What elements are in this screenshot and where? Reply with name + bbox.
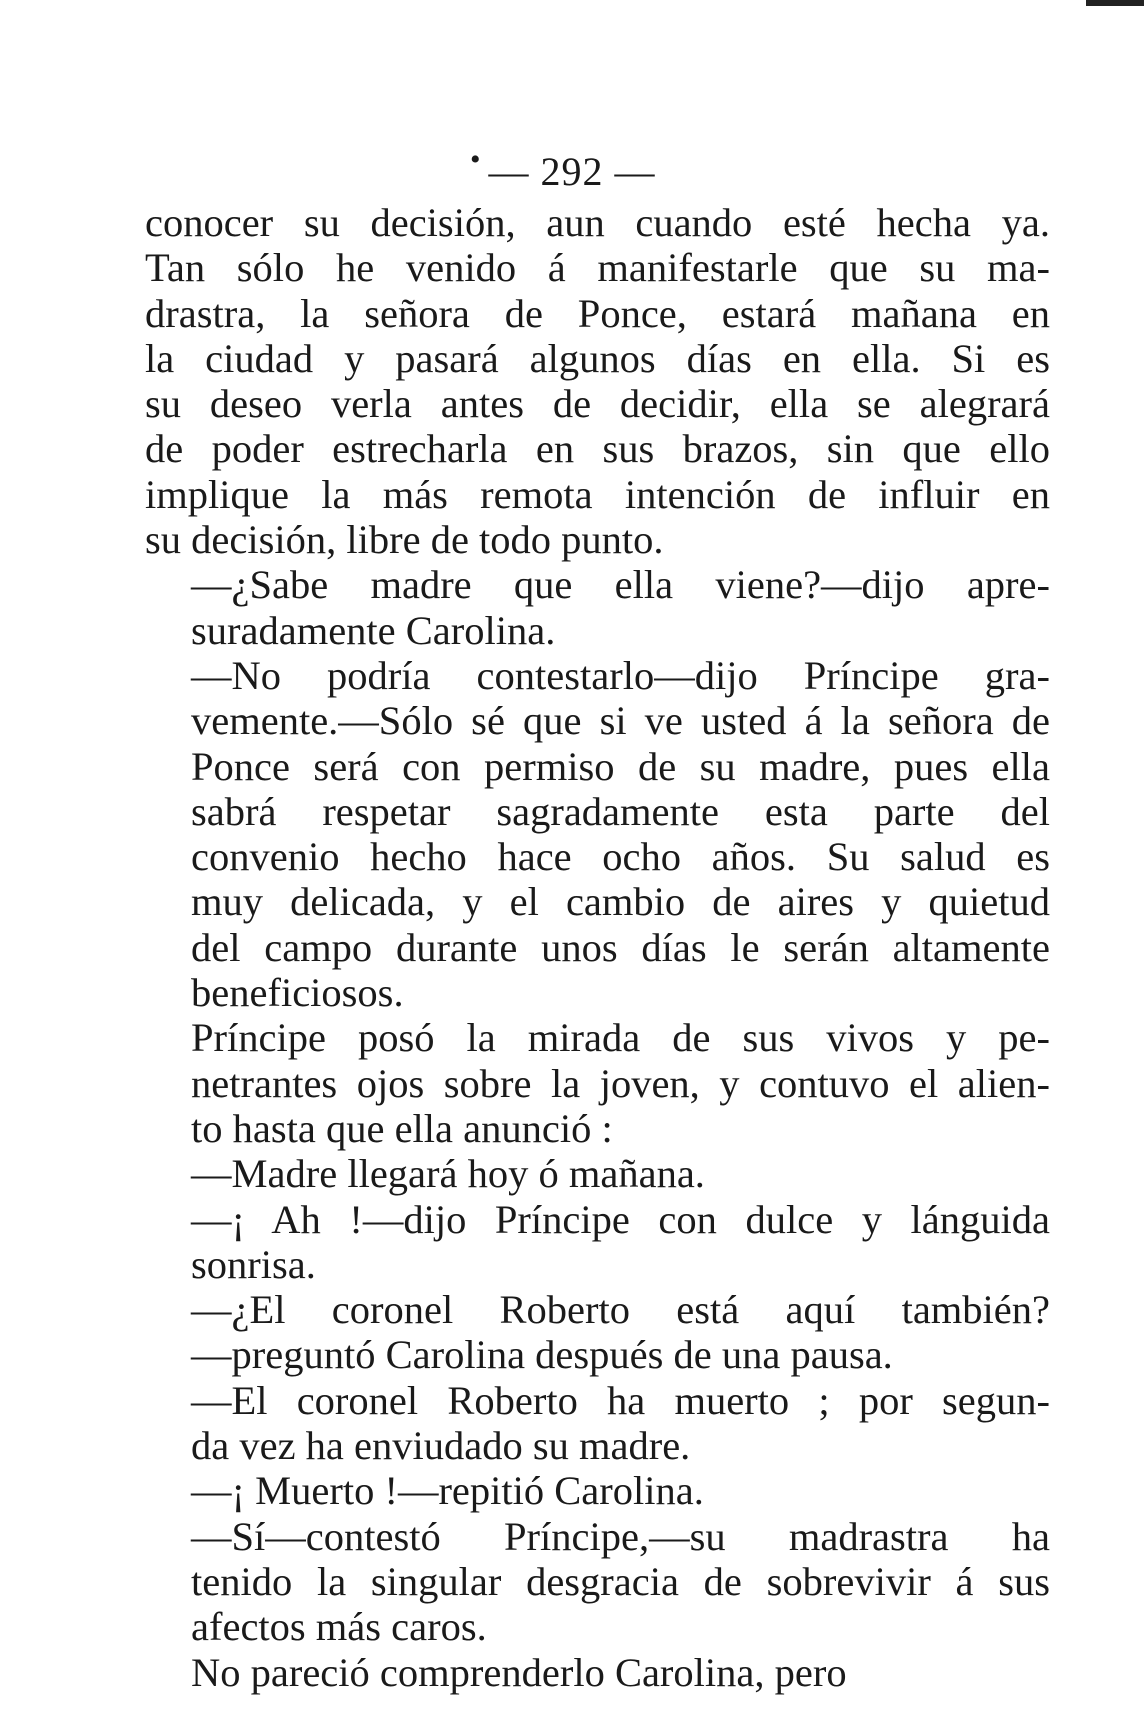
text-line: —Madre llegará hoy ó mañana. [191,1151,705,1197]
text-line: Ponce será con permiso de su madre, pues ella [191,743,1050,789]
text-line: suradamente Carolina. [191,607,556,653]
text-line: la ciudad y pasará algunos días en ella. Si es [145,335,1050,381]
printer-mark: • [470,143,482,176]
page-edge-mark [1086,0,1144,6]
text-line: su deseo verla antes de decidir, ella se alegrará [145,381,1050,427]
paragraph [145,1514,1050,1650]
text-line: conocer su decisión, aun cuando esté hecha ya. [145,200,1050,245]
page-number [0,143,1144,194]
text-line: tenido la singular desgracia de sobrevivir á sus [191,1558,1050,1604]
text-line: Príncipe posó la mirada de sus vivos y pe- [191,1015,1050,1061]
paragraph [145,1015,1050,1151]
text-line: convenio hecho hace ocho años. Su salud es [191,834,1050,880]
text-line: —preguntó Carolina después de una pausa. [191,1332,893,1378]
text-line: —Sí—contestó Príncipe,—su madrastra ha [191,1513,1050,1559]
text-line: —¿El coronel Roberto está aquí también? [191,1287,1050,1333]
paragraph [145,653,1050,1015]
text-line: to hasta que ella anunció : [191,1105,613,1151]
paragraph [145,562,1050,653]
text-line: —¡ Ah !—dijo Príncipe con dulce y lánguida [191,1196,1050,1242]
text-line: —¡ Muerto !—repitió Carolina. [191,1468,704,1514]
text-line: implique la más remota intención de influir en [145,471,1050,517]
text-line: de poder estrecharla en sus brazos, sin que ello [145,426,1050,472]
text-line: vemente.—Sólo sé que si ve usted á la señora de [191,698,1050,744]
text-line: —No podría contestarlo—dijo Príncipe gra- [191,652,1050,698]
paragraph [145,200,1050,562]
text-line: da vez ha enviudado su madre. [191,1423,691,1469]
body-text [145,200,1050,1695]
paragraph [145,1287,1050,1378]
text-line: beneficiosos. [191,970,404,1016]
text-line: —El coronel Roberto ha muerto ; por segun- [191,1377,1050,1423]
text-line: drastra, la señora de Ponce, estará mañana en [145,290,1050,336]
paragraph [145,1468,1050,1513]
paragraph [145,1378,1050,1469]
text-line: netrantes ojos sobre la joven, y contuvo el alien- [191,1060,1050,1106]
text-line: del campo durante unos días le serán altamente [191,924,1050,970]
text-line: sonrisa. [191,1241,316,1287]
paragraph [145,1151,1050,1196]
paragraph [145,1650,1050,1695]
text-line: —¿Sabe madre que ella viene?—dijo apre- [191,562,1050,608]
text-line: muy delicada, y el cambio de aires y quietud [191,879,1050,925]
text-line: su decisión, libre de todo punto. [145,517,664,563]
text-line: No pareció comprenderlo Carolina, pero [191,1649,847,1695]
paragraph [145,1197,1050,1288]
page-number-text: — 292 — [488,149,656,194]
text-line: afectos más caros. [191,1604,487,1650]
text-line: Tan sólo he venido á manifestarle que su ma- [145,245,1050,291]
text-line: sabrá respetar sagradamente esta parte del [191,788,1050,834]
